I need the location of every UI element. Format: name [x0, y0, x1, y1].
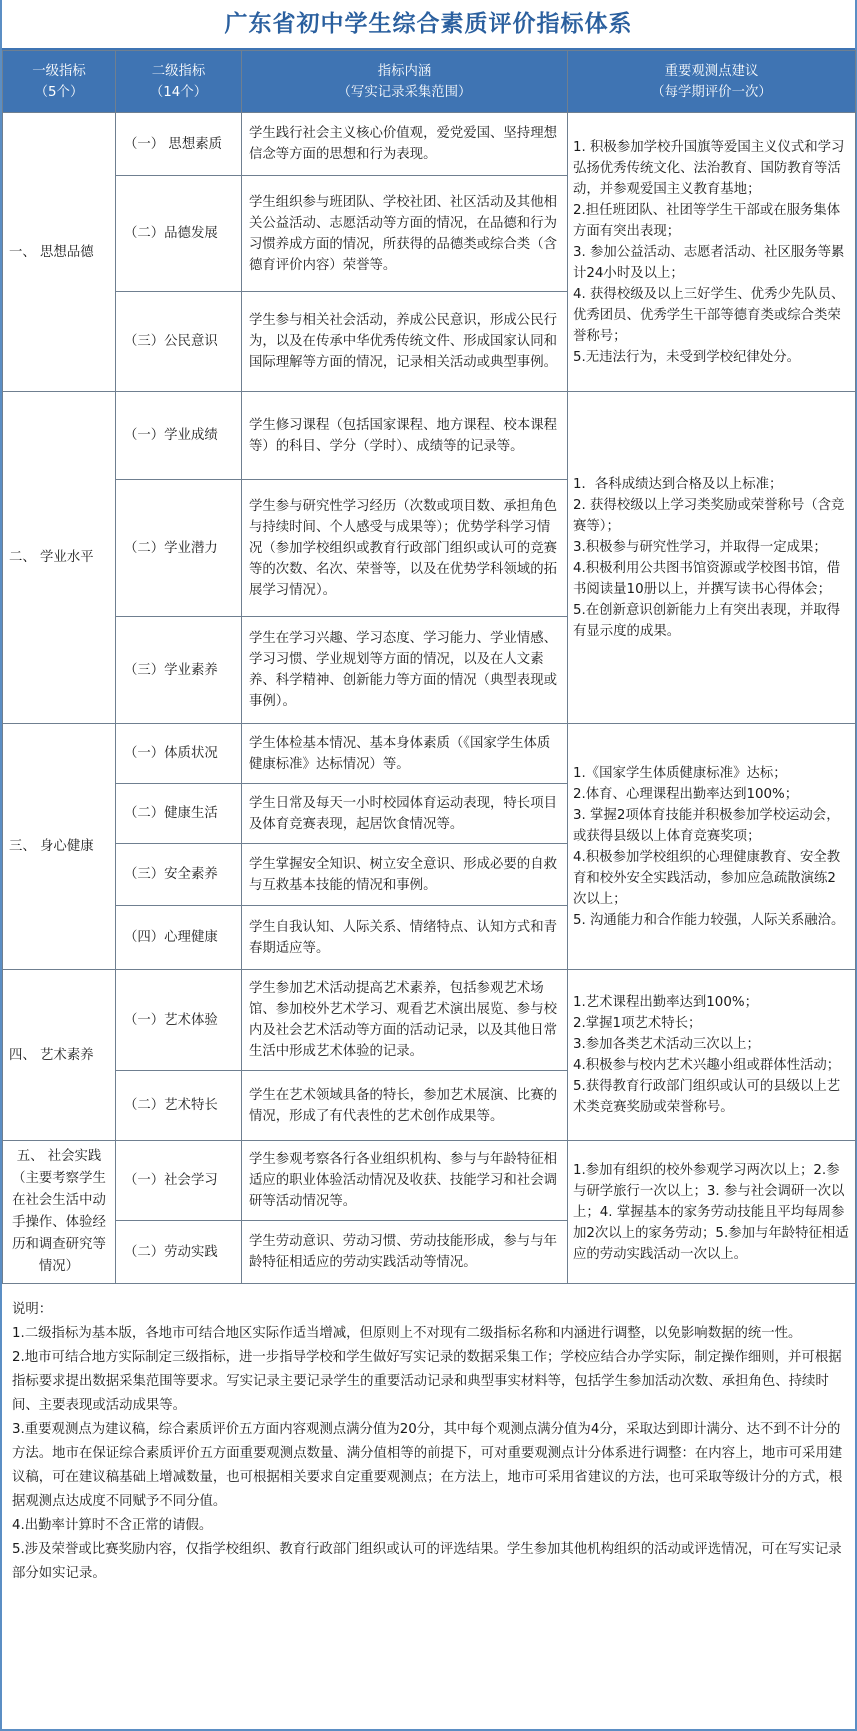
level1-cell: 一、 思想品德: [3, 113, 116, 392]
content-cell: 学生组织参与班团队、学校社团、社区活动及其他相关公益活动、志愿活动等方面的情况，在品德和行为习惯养成方面的情况，所获得的品德类或综合类（含德育评价内容）荣誉等。: [242, 176, 568, 292]
table-header-row: [3, 51, 856, 113]
content-cell: 学生自我认知、人际关系、情绪特点、认知方式和青春期适应等。: [242, 906, 568, 970]
table-row: [3, 392, 856, 480]
content-cell: 学生参与相关社会活动，养成公民意识，形成公民行为，以及在传承中华优秀传统文件、形成国家认同和国际理解等方面的情况，记录相关活动或典型事例。: [242, 292, 568, 392]
indicator-table: [2, 50, 856, 1284]
note-item: 3.重要观测点为建议稿，综合素质评价五方面内容观测点满分值为20分，其中每个观测点满分值为4分，采取达到即计满分、达不到不计分的方法。地市在保证综合素质评价五方面重要观测点数量、满分值相等的前提下，可对重要观测点计分体系进行调整：在内容上，地市可采用建议稿，可在建议稿基础上增减数量，也可根据相关要求自定重要观测点；在方法上，地市可采用省建议的方法，也可采取等级计分的方式，根据观测点达成度不同赋予不同分值。: [12, 1422, 843, 1509]
table-row: [3, 113, 856, 176]
content-cell: 学生践行社会主义核心价值观，爱党爱国、坚持理想信念等方面的思想和行为表现。: [242, 113, 568, 176]
level2-cell: （三）学业素养: [116, 617, 242, 724]
header-observation-points: 重要观测点建议 （每学期评价一次）: [568, 51, 856, 113]
level2-cell: （一）学业成绩: [116, 392, 242, 480]
table-row: [3, 1141, 856, 1221]
content-cell: 学生在艺术领域具备的特长，参加艺术展演、比赛的情况，形成了有代表性的艺术创作成果等。: [242, 1071, 568, 1141]
level2-cell: （三）公民意识: [116, 292, 242, 392]
table-row: [3, 970, 856, 1071]
level2-cell: （二）品德发展: [116, 176, 242, 292]
note-item: 5.涉及荣誉或比赛奖励内容，仅指学校组织、教育行政部门组织或认可的评选结果。学生参加其他机构组织的活动或评选情况，可在写实记录部分如实记录。: [12, 1542, 842, 1581]
level2-cell: （一）体质状况: [116, 724, 242, 784]
content-cell: 学生体检基本情况、基本身体素质（《国家学生体质健康标准》达标情况）等。: [242, 724, 568, 784]
header-content: 指标内涵 （写实记录采集范围）: [242, 51, 568, 113]
level2-cell: （二）健康生活: [116, 784, 242, 844]
content-cell: 学生参与研究性学习经历（次数或项目数、承担角色与持续时间、个人感受与成果等）；优势学科学习情况（参加学校组织或教育行政部门组织或认可的竞赛等的次数、名次、荣誉等，以及在优势学科领域的拓展学习情况）。: [242, 480, 568, 617]
level2-cell: （二）艺术特长: [116, 1071, 242, 1141]
content-cell: 学生掌握安全知识、树立安全意识、形成必要的自救与互救基本技能的情况和事例。: [242, 844, 568, 906]
table-row: [3, 724, 856, 784]
points-cell: 1. 积极参加学校升国旗等爱国主义仪式和学习弘扬优秀传统文化、法治教育、国防教育等活动，并参观爱国主义教育基地； 2.担任班团队、社团等学生干部或在服务集体方面有突出表现； 3. 参加公益活动、志愿者活动、社区服务等累计24小时及以上； 4. 获得校级及以上三好学生、优秀少先队员、优秀团员、优秀学生干部等德育类或综合类荣誉称号； 5.无违法行为，未受到学校纪律处分。: [568, 113, 856, 392]
note-item: 4.出勤率计算时不含正常的请假。: [12, 1518, 213, 1533]
content-cell: 学生参加艺术活动提高艺术素养，包括参观艺术场馆、参加校外艺术学习、观看艺术演出展览、参与校内及社会艺术活动等方面的活动记录，以及其他日常生活中形成艺术体验的记录。: [242, 970, 568, 1071]
note-item: 1.二级指标为基本版，各地市可结合地区实际作适当增减，但原则上不对现有二级指标名称和内涵进行调整，以免影响数据的统一性。: [12, 1326, 802, 1341]
level1-cell: 四、 艺术素养: [3, 970, 116, 1141]
points-cell: 1.《国家学生体质健康标准》达标； 2.体育、心理课程出勤率达到100%； 3. 掌握2项体育技能并积极参加学校运动会，或获得县级以上体育竞赛奖项； 4.积极参加学校组织的心理健康教育、安全教育和校外安全实践活动，参加应急疏散演练2次以上； 5. 沟通能力和合作能力较强，人际关系融洽。: [568, 724, 856, 970]
content-cell: 学生劳动意识、劳动习惯、劳动技能形成，参与与年龄特征相适应的劳动实践活动等情况。: [242, 1221, 568, 1284]
points-cell: 1.参加有组织的校外参观学习两次以上；2.参与研学旅行一次以上；3. 参与社会调研一次以上；4. 掌握基本的家务劳动技能且平均每周参加2次以上的家务劳动；5.参加与年龄特征相适应的劳动实践活动一次以上。: [568, 1141, 856, 1284]
notes-section: [2, 1284, 855, 1586]
level2-cell: （二）学业潜力: [116, 480, 242, 617]
level1-cell: 五、 社会实践（主要考察学生在社会生活中动手操作、体验经历和调查研究等情况）: [3, 1141, 116, 1284]
points-cell: 1.艺术课程出勤率达到100%； 2.掌握1项艺术特长； 3.参加各类艺术活动三次以上； 4.积极参与校内艺术兴趣小组或群体性活动； 5.获得教育行政部门组织或认可的县级以上艺术类竞赛奖励或荣誉称号。: [568, 970, 856, 1141]
content-cell: 学生修习课程（包括国家课程、地方课程、校本课程等）的科目、学分（学时）、成绩等的记录等。: [242, 392, 568, 480]
content-cell: 学生在学习兴趣、学习态度、学习能力、学业情感、学习习惯、学业规划等方面的情况，以及在人文素养、科学精神、创新能力等方面的情况（典型表现或事例）。: [242, 617, 568, 724]
level2-cell: （四）心理健康: [116, 906, 242, 970]
level2-cell: （二）劳动实践: [116, 1221, 242, 1284]
level2-cell: （一）艺术体验: [116, 970, 242, 1071]
level1-cell: 三、 身心健康: [3, 724, 116, 970]
level2-cell: （三）安全素养: [116, 844, 242, 906]
notes-heading: 说明：: [12, 1302, 53, 1317]
note-item: 2.地市可结合地方实际制定三级指标，进一步指导学校和学生做好写实记录的数据采集工作；学校应结合办学实际，制定操作细则，并可根据指标要求提出数据采集范围等要求。写实记录主要记录学生的重要活动记录和典型事实材料等，包括学生参加活动次数、承担角色、持续时间、主要表现或活动成果等。: [12, 1350, 842, 1413]
level1-cell: 二、 学业水平: [3, 392, 116, 724]
page-title: 广东省初中学生综合素质评价指标体系: [2, 0, 855, 50]
content-cell: 学生参观考察各行各业组织机构、参与与年龄特征相适应的职业体验活动情况及收获、技能学习和社会调研等活动情况等。: [242, 1141, 568, 1221]
level2-cell: （一）社会学习: [116, 1141, 242, 1221]
points-cell: 1．各科成绩达到合格及以上标准； 2. 获得校级以上学习类奖励或荣誉称号（含竞赛等）； 3.积极参与研究性学习，并取得一定成果； 4.积极利用公共图书馆资源或学校图书馆，借书阅读量10册以上，并撰写读书心得体会； 5.在创新意识创新能力上有突出表现，并取得有显示度的成果。: [568, 392, 856, 724]
header-level2: 二级指标 （14个）: [116, 51, 242, 113]
level2-cell: （一） 思想素质: [116, 113, 242, 176]
header-level1: 一级指标 （5个）: [3, 51, 116, 113]
content-cell: 学生日常及每天一小时校园体育运动表现，特长项目及体育竞赛表现，起居饮食情况等。: [242, 784, 568, 844]
